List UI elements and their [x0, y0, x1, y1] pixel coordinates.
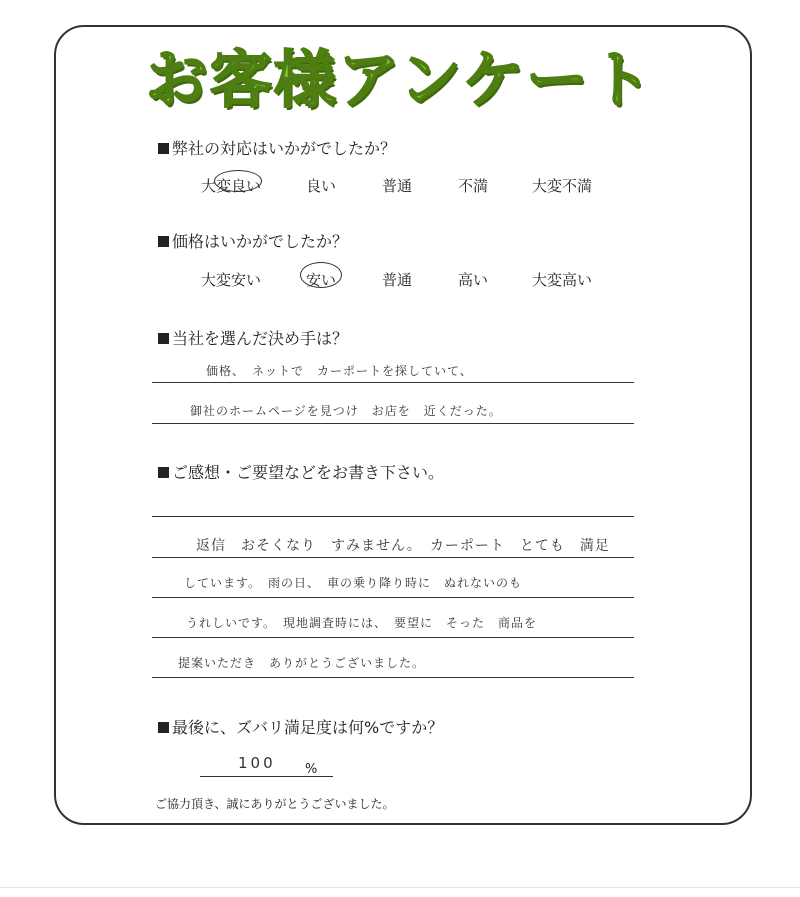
q1-option-4[interactable]: 不満 [458, 177, 489, 195]
page-bottom-rule [0, 887, 800, 888]
answer-rule [152, 637, 634, 638]
q4-answer-line-4: 提案いただき ありがとうございました。 [178, 656, 426, 670]
question-2-label: 価格はいかがでしたか？ [172, 232, 349, 251]
q2-option-3[interactable]: 普通 [382, 271, 413, 289]
survey-title: お客様アンケート [145, 43, 655, 116]
question-4-label: ご感想・ご要望などをお書き下さい。 [172, 463, 445, 482]
q3-answer-line-2: 御社のホームページを見つけ お店を 近くだった。 [190, 404, 502, 418]
footer-thanks: ご協力頂き、誠にありがとうございました。 [155, 797, 395, 811]
q4-answer-line-2: しています。 雨の日、 車の乗り降り時に ぬれないのも [184, 576, 523, 590]
percent-unit: % [305, 762, 318, 777]
satisfaction-value: 100 [238, 754, 276, 772]
question-3-label: 当社を選んだ決め手は？ [172, 329, 349, 348]
answer-rule [152, 382, 634, 383]
q1-option-1[interactable]: 大変良い [201, 177, 262, 195]
bullet-square-icon [158, 236, 169, 247]
q2-option-5[interactable]: 大変高い [532, 271, 593, 289]
bullet-square-icon [158, 722, 169, 733]
bullet-square-icon [158, 467, 169, 478]
answer-rule [152, 516, 634, 517]
q1-option-3[interactable]: 普通 [382, 177, 413, 195]
q2-option-2[interactable]: 安い [306, 271, 337, 289]
answer-rule [152, 597, 634, 598]
answer-rule [152, 677, 634, 678]
q4-answer-line-1: 返信 おそくなり すみません。 カーポート とても 満足 [196, 538, 610, 554]
question-4 [158, 460, 444, 483]
answer-rule [152, 557, 634, 558]
question-1-label: 弊社の対応はいかがでしたか？ [172, 139, 397, 158]
question-5-label: 最後に、ズバリ満足度は何%ですか？ [172, 718, 444, 737]
q1-option-2[interactable]: 良い [306, 177, 337, 195]
q4-answer-line-3: うれしいです。 現地調査時には、 要望に そった 商品を [186, 616, 538, 630]
bullet-square-icon [158, 333, 169, 344]
q3-answer-line-1: 価格、 ネットで カーポートを探していて、 [206, 364, 473, 378]
q2-option-4[interactable]: 高い [458, 271, 489, 289]
answer-rule [200, 776, 333, 777]
bullet-square-icon [158, 143, 169, 154]
question-2 [158, 229, 348, 252]
question-3 [158, 326, 348, 349]
q2-option-1[interactable]: 大変安い [201, 271, 262, 289]
answer-rule [152, 423, 634, 424]
question-1 [158, 136, 396, 159]
question-5 [158, 715, 443, 738]
q1-option-5[interactable]: 大変不満 [532, 177, 593, 195]
